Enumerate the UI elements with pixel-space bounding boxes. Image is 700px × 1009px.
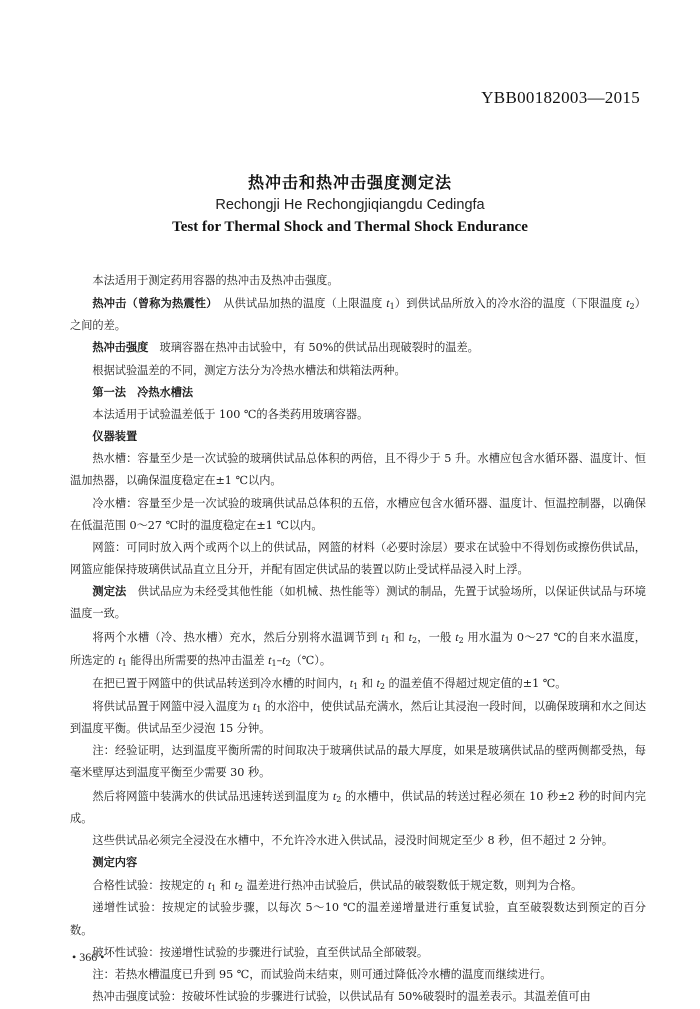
text-segment: – [276, 653, 283, 667]
subscript: 1 [389, 302, 395, 312]
text-segment: ，一般 [417, 630, 456, 644]
text-segment: 的水槽中，供试品的转送过程必须在 10 秒±2 秒的时间内完成。 [70, 789, 646, 825]
var-t: t [408, 629, 412, 644]
paragraph-progressive-test: 递增性试验：按规定的试验步骤，以每次 5～10 ℃的温差递增量进行重复试验，直至破裂数达到预定的百分数。 [70, 901, 646, 937]
var-t: t [332, 788, 337, 803]
term-procedure: 测定法 [92, 585, 127, 599]
text-segment: 和 [389, 630, 409, 644]
text-segment: 将供试品置于网篮中浸入温度为 [92, 699, 253, 713]
paragraph-fill-tanks [70, 626, 646, 672]
var-t: t [234, 878, 238, 893]
var-t: t [626, 296, 630, 311]
page-number: • 366 • [72, 950, 105, 964]
subscript: 2 [237, 884, 244, 894]
subscript: 1 [121, 658, 127, 668]
subscript: 1 [211, 884, 217, 894]
var-t: t [455, 629, 459, 644]
text-segment: 的水浴中，使供试品充满水，然后让其浸泡一段时间，以确保玻璃和水之间达到温度平衡。供试品至少浸泡 15 分钟。 [70, 699, 647, 736]
text-segment: 的温差值不得超过规定值的±1 ℃。 [384, 676, 567, 690]
paragraph-hot-tank: 热水槽：容量至少是一次试验的玻璃供试品总体积的两倍，且不得少于 5 升。水槽应包含水循环器、温度计、恒温加热器，以确保温度稳定在±1 ℃以内。 [70, 452, 646, 488]
standard-number: YBB00182003—2015 [481, 88, 640, 107]
text-segment: ）到供试品所放入的冷水浴的温度（下限温度 [394, 297, 627, 311]
subscript: 1 [271, 658, 277, 668]
term-thermal-shock-endurance: 热冲击强度 [92, 341, 149, 355]
text-segment: 供试品应为未经受其他性能（如机械、热性能等）测试的制品，先置于试验场所，以保证供试品与环境温度一致。 [70, 585, 646, 621]
var-t: t [118, 652, 122, 667]
subscript: 2 [629, 302, 635, 312]
term-thermal-shock: 热冲击（曾称为热震性） [92, 297, 212, 311]
subscript: 2 [458, 635, 464, 645]
text-segment: 合格性试验：按规定的 [92, 879, 208, 893]
paragraph-procedure [70, 581, 646, 625]
var-t: t [381, 629, 385, 644]
subscript: 1 [384, 635, 390, 645]
subscript: 2 [379, 681, 385, 691]
paragraph-destructive-test: 破坏性试验：按递增性试验的步骤进行试验，直至供试品全部破裂。 [92, 945, 429, 959]
text-segment: 和 [216, 879, 235, 893]
subscript: 2 [412, 635, 418, 645]
text-segment: 用水温为 0～27 ℃的自来水温度，所选定的 [70, 630, 646, 667]
var-t: t [386, 296, 390, 311]
paragraph-transfer [70, 672, 646, 695]
paragraph-immerse [70, 695, 646, 740]
title-english: Test for Thermal Shock and Thermal Shock Endurance [172, 219, 528, 235]
paragraph-basket: 网篮：可同时放入两个或两个以上的供试品，网篮的材料（必要时涂层）要求在试验中不得划伤或擦伤供试品，网篮应能保持玻璃供试品直立且分开，并配有固定供试品的装置以防止受试样品浸入时上浮。 [70, 540, 646, 577]
var-t: t [282, 652, 286, 667]
text-segment: 和 [358, 676, 377, 690]
paragraph-cold-tank: 冷水槽：容量至少是一次试验的玻璃供试品总体积的五倍，水槽应包含水循环器、温度计、恒温控制器，以确保在低温范围 0～27 ℃时的温度稳定在±1 ℃以内。 [70, 496, 646, 532]
var-t: t [376, 675, 380, 690]
title-chinese: 热冲击和热冲击强度测定法 [247, 173, 452, 192]
paragraph-definition-thermal-shock [70, 292, 646, 337]
heading-apparatus: 仪器装置 [92, 430, 138, 444]
text-segment: 从供试品加热的温度（上限温度 [223, 297, 387, 311]
text-segment: 玻璃容器在热冲击试验中，有 50%的供试品出现破裂时的温差。 [159, 341, 479, 355]
body-text [70, 270, 646, 1008]
var-t: t [207, 878, 212, 893]
paragraph-note-1: 注：经验证明，达到温度平衡所需的时间取决于玻璃供试品的最大厚度，如果是玻璃供试品的壁两侧都受热，每毫米壁厚达到温度平衡至少需要 30 秒。 [70, 744, 646, 780]
var-t: t [268, 652, 272, 667]
paragraph-strength-test: 热冲击强度试验：按破坏性试验的步骤进行试验，以供试品有 50%破裂时的温差表示。其温差值可由 [92, 990, 591, 1003]
text-segment: ）之间的差。 [70, 297, 646, 333]
subscript: 2 [336, 794, 342, 804]
subscript: 1 [256, 704, 262, 714]
heading-method-1: 第一法 冷热水槽法 [92, 385, 194, 399]
var-t: t [252, 698, 257, 713]
text-segment: （℃）。 [290, 653, 332, 667]
text-segment: 温差进行热冲击试验后，供试品的破裂数低于规定数，则判为合格。 [243, 879, 583, 893]
paragraph-methods: 根据试验温差的不同，测定方法分为冷热水槽法和烘箱法两种。 [92, 363, 406, 377]
paragraph-submerge: 这些供试品必须完全浸没在水槽中，不允许冷水进入供试品，浸没时间规定至少 8 秒，但不超过 2 分钟。 [92, 833, 614, 847]
paragraph-method1-scope: 本法适用于试验温差低于 100 ℃的各类药用玻璃容器。 [92, 407, 369, 421]
title-block [0, 172, 700, 238]
subscript: 2 [285, 658, 291, 668]
subscript: 1 [353, 681, 359, 691]
text-segment: 能得出所需要的热冲击温差 [126, 653, 269, 667]
heading-test-content: 测定内容 [92, 856, 138, 870]
paragraph-pass-test [70, 874, 646, 897]
paragraph-intro: 本法适用于测定药用容器的热冲击及热冲击强度。 [92, 274, 339, 287]
paragraph-quick-transfer [70, 785, 646, 830]
paragraph-note-2: 注：若热水槽温度已升到 95 ℃，而试验尚未结束，则可通过降低冷水槽的温度而继续进行。 [92, 967, 552, 981]
paragraph-definition-endurance [70, 337, 646, 359]
text-segment: 将两个水槽（冷、热水槽）充水，然后分别将水温调节到 [92, 630, 382, 644]
text-segment: 在把已置于网篮中的供试品转送到冷水槽的时间内， [92, 676, 350, 690]
text-segment: 然后将网篮中装满水的供试品迅速转送到温度为 [92, 789, 333, 803]
title-pinyin: Rechongji He Rechongjiqiangdu Cedingfa [215, 197, 485, 213]
var-t: t [349, 675, 354, 690]
